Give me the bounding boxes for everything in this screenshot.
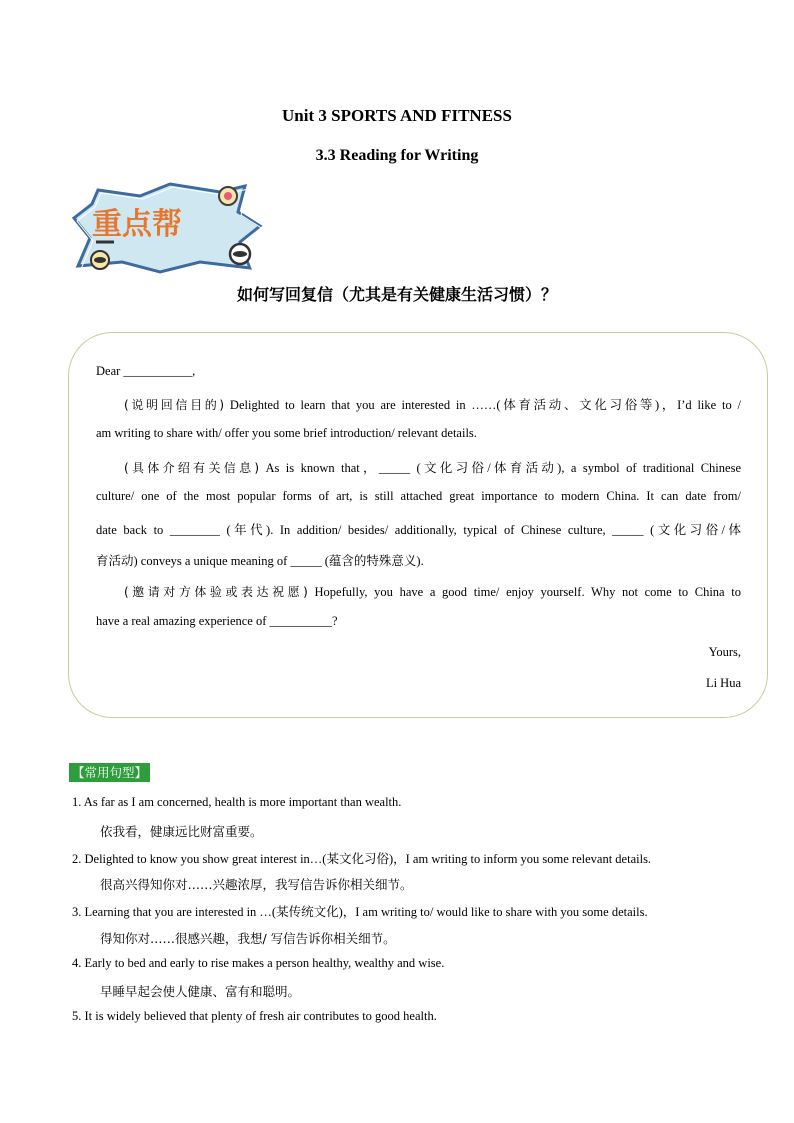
letter-paragraph-3-line-1: (邀请对方体验或表达祝愿) Hopefully, you have a good time/ enjoy yourself. Why not come to China to <box>124 585 741 599</box>
sentence-1-en: 1. As far as I am concerned, health is more important than wealth. <box>72 795 402 809</box>
sentence-3-en: 3. Learning that you are interested in …(某传统文化)，I am writing to/ would like to share with you some details. <box>72 905 648 919</box>
question-title: 如何写回复信（尤其是有关健康生活习惯）？ <box>236 285 557 304</box>
letter-signature: Li Hua <box>705 676 741 690</box>
letter-paragraph-3-line-2: have a real amazing experience of __________? <box>96 614 338 628</box>
purpose-hint: (说明回信目的) <box>124 398 225 412</box>
letter-paragraph-2-line-2: culture/ one of the most popular forms of art, is still attached great importance to modern China. It can date from/ <box>96 489 741 503</box>
letter-paragraph-2-line-4: 育活动) conveys a unique meaning of _____ (蕴含的特殊意义). <box>96 554 424 568</box>
letter-closing: Yours, <box>708 645 741 659</box>
sentence-4-zh: 早睡早起会使人健康、富有和聪明。 <box>100 984 301 999</box>
sentence-2-zh: 很高兴得知你对……兴趣浓厚，我写信告诉你相关细节。 <box>100 877 413 892</box>
details-hint: (具体介绍有关信息) <box>124 461 260 475</box>
letter-paragraph-2-line-3: date back to ________ (年代). In addition/ besides/ additionally, typical of Chinese culture, _____ (文化习俗/体 <box>96 523 741 537</box>
letter-paragraph-2-line-1: (具体介绍有关信息) As is known that，_____ (文化习俗/体育活动), a symbol of traditional Chinese <box>124 461 741 475</box>
logo-text: 重点帮 <box>92 207 182 242</box>
sentence-2-en: 2. Delighted to know you show great interest in…(某文化习俗)，I am writing to inform you some relevant details. <box>72 852 652 866</box>
section-title: 3.3 Reading for Writing <box>315 147 479 164</box>
sentence-1-zh: 依我看，健康远比财富重要。 <box>100 824 263 839</box>
common-sentences-tag: 【常用句型】 <box>69 763 150 782</box>
sentence-4-en: 4. Early to bed and early to rise makes a person healthy, wealthy and wise. <box>72 956 445 970</box>
sentence-3-zh: 得知你对……很感兴趣，我想/ 写信告诉你相关细节。 <box>100 931 396 946</box>
letter-paragraph-1-line-1: (说明回信目的) Delighted to learn that you are interested in ……(体育活动、文化习俗等)，I’d like to / <box>124 398 741 412</box>
key-points-logo <box>70 182 270 274</box>
sentence-5-en: 5. It is widely believed that plenty of fresh air contributes to good health. <box>72 1009 437 1023</box>
invitation-hint: (邀请对方体验或表达祝愿) <box>124 585 308 599</box>
unit-title: Unit 3 SPORTS AND FITNESS <box>282 106 512 125</box>
letter-greeting: Dear ___________, <box>96 364 196 378</box>
letter-paragraph-1-line-2: am writing to share with/ offer you some brief introduction/ relevant details. <box>96 426 477 440</box>
